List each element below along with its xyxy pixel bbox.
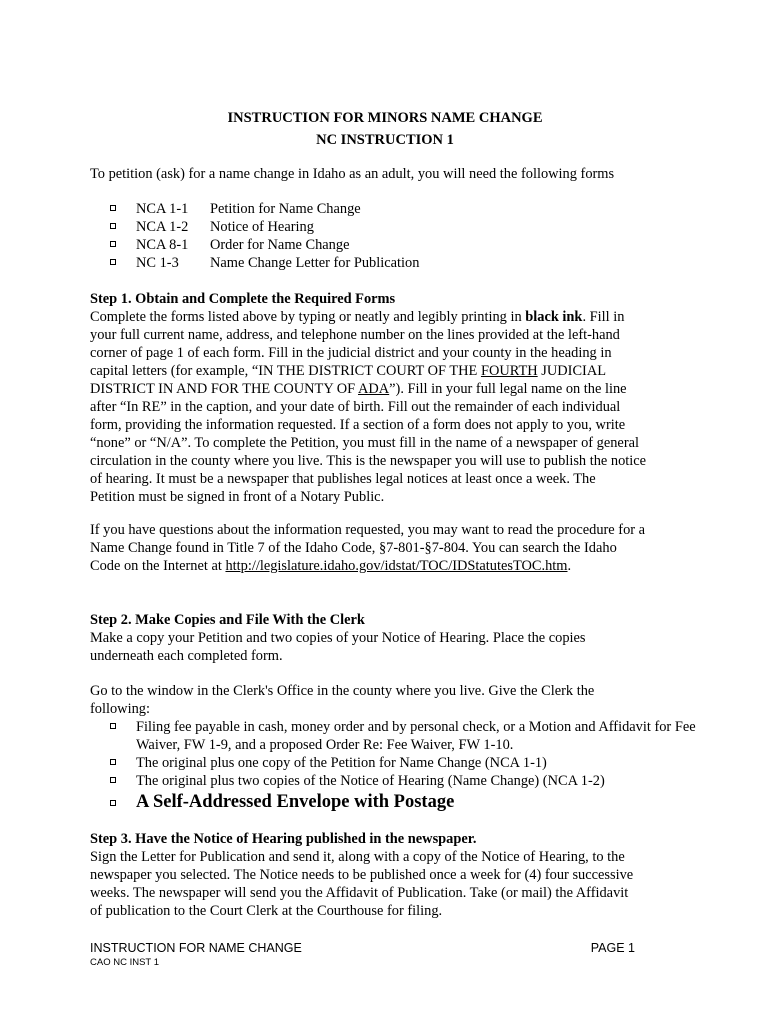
page-number: PAGE 1 <box>590 941 635 955</box>
list-item: Filing fee payable in cash, money order and by personal check, or a Motion and Affidavit for Fee Waiver, FW 1-9, and a proposed Order Re: Fee Waiver, FW 1-10. <box>110 718 700 754</box>
step1-line: DISTRICT IN AND FOR THE COUNTY OF ADA”). Fill in your full legal name on the line <box>90 381 627 397</box>
list-item: A Self-Addressed Envelope with Postage <box>110 790 700 814</box>
form-name: Order for Name Change <box>210 237 350 253</box>
footer-code: CAO NC INST 1 <box>90 957 159 968</box>
clerk-instructions: Go to the window in the Clerk's Office in the county where you live. Give the Clerk the following: <box>90 683 595 717</box>
checkbox-bullet-icon <box>110 800 116 806</box>
list-item: The original plus two copies of the Notice of Hearing (Name Change) (NCA 1-2) <box>110 772 700 790</box>
step1-section: Step 1. Obtain and Complete the Required Forms Complete the forms listed above by typing or neatly and legibly printing in black ink. Fill in your full current name, address, and telephone number on the lines provided at the left-hand corner of page 1 of each form. Fill in the judicial district and your county in the heading in capital letters (for example, “IN THE DISTRICT COURT OF THE FOURTH JUDICIAL DISTRICT IN AND FOR THE COUNTY OF ADA”). Fill in your full legal name on the line after “In RE” in the caption, and your date of birth. Fill out the remainder of each individual form, providing the information requested. If a section of a form does not apply to you, write “none” or “N/A”. To complete the Petition, you must fill in the name of a newspaper of general circulation in the county where you live. This is the newspaper you will use to publish the notice of hearing. It must be a newspaper that publishes legal notices at least once a week. The Petition must be signed in front of a Notary Public. <box>90 290 690 506</box>
checkbox-bullet-icon <box>110 759 116 765</box>
checkbox-bullet-icon <box>110 259 116 265</box>
intro-text: To petition (ask) for a name change in Idaho as an adult, you will need the following forms <box>90 166 615 182</box>
clerk-items-list <box>110 718 700 814</box>
list-item: The original plus one copy of the Petition for Name Change (NCA 1-1) <box>110 754 700 772</box>
step2-heading: Step 2. Make Copies and File With the Clerk <box>90 612 365 628</box>
checkbox-bullet-icon <box>110 241 116 247</box>
step1-heading: Step 1. Obtain and Complete the Required Forms <box>90 291 396 307</box>
form-name: Notice of Hearing <box>210 219 314 235</box>
checkbox-bullet-icon <box>110 777 116 783</box>
document-subtitle: NC INSTRUCTION 1 <box>316 132 454 148</box>
form-name: Petition for Name Change <box>210 201 361 217</box>
checkbox-bullet-icon <box>110 223 116 229</box>
step1-line: capital letters (for example, “IN THE DISTRICT COURT OF THE FOURTH JUDICIAL <box>90 363 607 379</box>
form-name: Name Change Letter for Publication <box>210 255 420 271</box>
step3-section: Step 3. Have the Notice of Hearing published in the newspaper. Sign the Letter for Publication and send it, along with a copy of the Notice of Hearing, to the newspaper you selected. The Notice needs to be published once a week for (4) four successive weeks. The newspaper will send you the Affidavit of Publication. Take (or mail) the Affidavit of publication to the Court Clerk at the Courthouse for filing. <box>90 830 690 920</box>
form-code: NCA 1-1 <box>136 201 189 217</box>
checkbox-bullet-icon <box>110 205 116 211</box>
questions-section: If you have questions about the information requested, you may want to read the procedure for a Name Change found in Title 7 of the Idaho Code, §7-801-§7-804. You can search the Idaho Code on the Internet at http://legislature.idaho.gov/idstat/TOC/IDStatutesTOC.htm. <box>90 521 690 575</box>
step3-heading: Step 3. Have the Notice of Hearing published in the newspaper. <box>90 831 477 847</box>
checkbox-bullet-icon <box>110 723 116 729</box>
form-code: NCA 8-1 <box>136 237 189 253</box>
step2-section: Step 2. Make Copies and File With the Clerk Make a copy your Petition and two copies of your Notice of Hearing. Place the copies underneath each completed form. <box>90 611 690 665</box>
footer-title: INSTRUCTION FOR NAME CHANGE <box>90 941 302 955</box>
form-code: NC 1-3 <box>136 255 179 271</box>
questions-line: Code on the Internet at http://legislature.idaho.gov/idstat/TOC/IDStatutesTOC.htm. <box>90 558 572 574</box>
idaho-statutes-link[interactable]: http://legislature.idaho.gov/idstat/TOC/IDStatutesTOC.htm <box>225 558 568 574</box>
form-code: NCA 1-2 <box>136 219 189 235</box>
step1-line: Complete the forms listed above by typing or neatly and legibly printing in black ink. Fill in <box>90 309 625 325</box>
page-footer <box>90 941 635 956</box>
document-title: INSTRUCTION FOR MINORS NAME CHANGE <box>227 110 543 126</box>
